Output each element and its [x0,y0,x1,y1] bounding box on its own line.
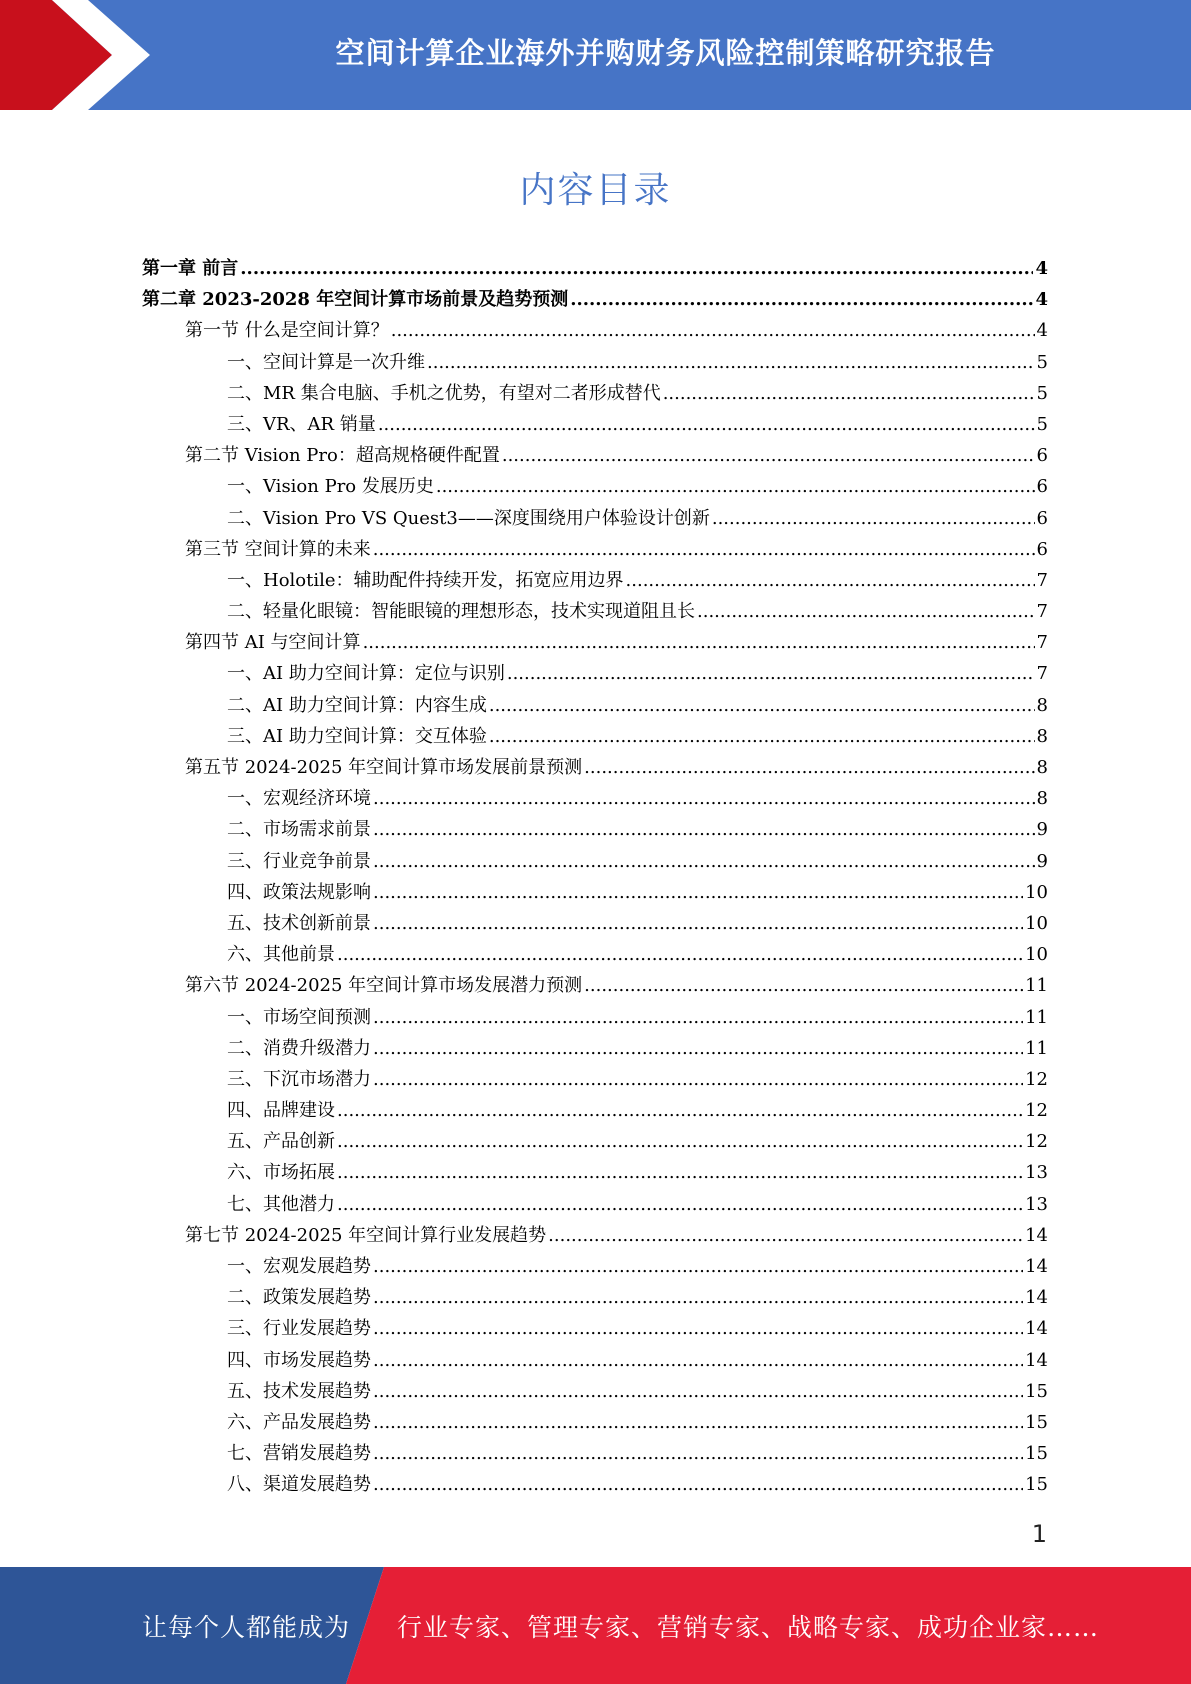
toc-entry[interactable] [142,1345,1048,1376]
toc-entry-page: 8 [1036,788,1048,810]
toc-entry[interactable] [142,846,1048,877]
toc-entry[interactable] [142,908,1048,939]
toc-entry[interactable] [142,1064,1048,1095]
toc-dot-leader [373,1376,1023,1407]
toc-dot-leader [337,1095,1023,1126]
toc-entry[interactable] [142,627,1048,658]
toc-dot-leader [489,690,1035,721]
toc-dot-leader [436,471,1035,502]
toc-entry-title: 二、轻量化眼镜：智能眼镜的理想形态，技术实现道阻且长 [227,601,695,623]
toc-dot-leader [337,1157,1023,1188]
toc-entry[interactable] [142,1376,1048,1407]
toc-dot-leader [427,347,1035,378]
toc-entry-title: 一、Vision Pro 发展历史 [227,476,434,498]
toc-dot-leader [584,970,1023,1001]
toc-entry-page: 15 [1025,1380,1048,1402]
toc-entry-page: 5 [1036,351,1048,373]
toc-dot-leader [378,409,1035,440]
toc-entry[interactable] [142,565,1048,596]
toc-entry-title: 一、Holotile：辅助配件持续开发，拓宽应用边界 [227,569,624,591]
toc-dot-leader [373,846,1035,877]
toc-entry-page: 8 [1036,757,1048,778]
toc-entry-title: 三、AI 助力空间计算：交互体验 [227,725,487,747]
toc-dot-leader [626,565,1035,596]
toc-entry[interactable] [142,315,1048,346]
toc-entry-page: 6 [1036,445,1048,467]
toc-dot-leader [373,1313,1023,1344]
toc-entry-title: 二、市场需求前景 [227,819,371,841]
toc-dot-leader [489,721,1035,752]
toc-entry[interactable] [142,596,1048,627]
toc-entry-title: 一、空间计算是一次升维 [227,351,425,373]
toc-entry-title: 五、技术创新前景 [227,912,371,934]
toc-dot-leader [373,1002,1023,1033]
toc-entry-title: 二、Vision Pro VS Quest3——深度围绕用户体验设计创新 [227,507,710,529]
toc-entry-page: 12 [1025,1068,1048,1090]
toc-entry-title: 三、下沉市场潜力 [227,1068,371,1090]
toc-dot-leader [337,1189,1023,1220]
toc-entry[interactable] [142,1282,1048,1313]
toc-entry[interactable] [142,1002,1048,1033]
toc-dot-leader [373,908,1023,939]
toc-entry[interactable] [142,534,1048,565]
toc-entry-page: 8 [1036,694,1048,716]
toc-entry-title: 第一节 什么是空间计算？ [185,320,389,342]
toc-entry-page: 5 [1036,413,1048,435]
toc-entry[interactable] [142,284,1048,315]
toc-dot-leader [373,1345,1023,1376]
toc-dot-leader [373,1033,1023,1064]
toc-entry-title: 三、行业发展趋势 [227,1318,371,1340]
toc-entry-page: 10 [1025,912,1048,934]
toc-entry-title: 四、市场发展趋势 [227,1349,371,1371]
toc-dot-leader [363,627,1035,658]
toc-entry[interactable] [142,347,1048,378]
table-of-contents [142,253,1048,1501]
toc-entry[interactable] [142,440,1048,471]
toc-entry-page: 7 [1036,569,1048,591]
toc-entry-page: 15 [1025,1411,1048,1433]
report-title: 空间计算企业海外并购财务风险控制策略研究报告 [335,35,996,70]
toc-dot-leader [570,284,1033,315]
toc-entry-title: 二、AI 助力空间计算：内容生成 [227,694,487,716]
toc-entry[interactable] [142,1251,1048,1282]
toc-entry-page: 11 [1025,1006,1048,1028]
toc-entry[interactable] [142,1313,1048,1344]
toc-entry[interactable] [142,471,1048,502]
toc-heading: 内容目录 [519,170,672,211]
toc-dot-leader [391,315,1035,346]
toc-dot-leader [584,752,1034,783]
toc-dot-leader [548,1220,1023,1251]
toc-entry-title: 第二节 Vision Pro：超高规格硬件配置 [185,445,500,467]
toc-entry-page: 4 [1035,289,1048,311]
toc-entry-title: 五、产品创新 [227,1131,335,1153]
toc-entry-title: 四、政策法规影响 [227,881,371,903]
toc-entry[interactable] [142,378,1048,409]
toc-dot-leader [373,877,1023,908]
toc-entry-title: 六、其他前景 [227,944,335,966]
toc-dot-leader [502,440,1035,471]
toc-entry[interactable] [142,877,1048,908]
toc-entry-title: 七、营销发展趋势 [227,1443,371,1465]
toc-entry-page: 4 [1036,320,1048,342]
toc-entry[interactable] [142,1126,1048,1157]
toc-entry-title: 二、政策发展趋势 [227,1287,371,1309]
toc-entry-title: 三、VR、AR 销量 [227,413,376,435]
toc-entry-title: 第四节 AI 与空间计算 [185,632,361,654]
toc-entry-page: 10 [1025,881,1048,903]
toc-entry-title: 第五节 2024-2025 年空间计算市场发展前景预测 [185,757,583,778]
toc-entry[interactable] [142,690,1048,721]
toc-entry-title: 第一章 前言 [142,258,239,279]
toc-entry[interactable] [142,1407,1048,1438]
toc-dot-leader [663,378,1035,409]
toc-entry-title: 五、技术发展趋势 [227,1380,371,1402]
page-number: 1 [1031,1520,1047,1548]
toc-entry-page: 5 [1036,382,1048,404]
toc-entry[interactable] [142,1220,1048,1251]
toc-entry-page: 14 [1025,1318,1048,1340]
toc-entry-page: 4 [1035,258,1048,279]
toc-dot-leader [373,1251,1023,1282]
toc-entry-page: 11 [1025,975,1048,997]
toc-entry-title: 四、品牌建设 [227,1100,335,1122]
toc-entry[interactable] [142,752,1048,783]
toc-dot-leader [697,596,1035,627]
footer-banner [0,1567,1191,1684]
toc-entry-page: 10 [1025,944,1048,966]
toc-entry-page: 7 [1036,601,1048,623]
toc-entry-title: 六、产品发展趋势 [227,1411,371,1433]
toc-entry-title: 一、宏观发展趋势 [227,1256,371,1277]
toc-entry-title: 第三节 空间计算的未来 [185,538,371,560]
toc-entry-page: 14 [1025,1224,1048,1246]
toc-entry[interactable] [142,783,1048,814]
toc-entry-page: 13 [1025,1162,1048,1184]
toc-entry[interactable] [142,1438,1048,1469]
toc-entry[interactable] [142,1095,1048,1126]
toc-dot-leader [373,814,1035,845]
toc-entry[interactable] [142,1157,1048,1188]
toc-entry[interactable] [142,721,1048,752]
toc-entry[interactable] [142,409,1048,440]
footer-slogan-left: 让每个人都能成为 [142,1612,351,1642]
toc-entry[interactable] [142,658,1048,689]
toc-dot-leader [337,1126,1023,1157]
toc-entry-title: 一、AI 助力空间计算：定位与识别 [227,663,505,685]
toc-entry[interactable] [142,1033,1048,1064]
toc-entry-page: 11 [1025,1037,1048,1059]
toc-dot-leader [373,1407,1023,1438]
toc-entry-page: 6 [1036,507,1048,529]
toc-dot-leader [507,658,1035,689]
toc-entry-title: 二、消费升级潜力 [227,1037,371,1059]
toc-entry[interactable] [142,1469,1048,1500]
toc-entry-title: 二、MR 集合电脑、手机之优势，有望对二者形成替代 [227,382,661,404]
toc-dot-leader [373,1438,1023,1469]
toc-entry-page: 15 [1025,1443,1048,1465]
toc-entry[interactable] [142,1189,1048,1220]
toc-entry-title: 第二章 2023-2028 年空间计算市场前景及趋势预测 [142,289,569,311]
toc-entry[interactable] [142,939,1048,970]
toc-entry-title: 六、市场拓展 [227,1162,335,1184]
toc-dot-leader [373,1282,1023,1313]
toc-entry[interactable] [142,814,1048,845]
toc-dot-leader [373,534,1035,565]
toc-entry-page: 14 [1025,1349,1048,1371]
toc-entry-page: 6 [1036,476,1048,498]
header-banner [0,0,1191,110]
footer-slogan-right: 行业专家、管理专家、营销专家、战略专家、成功企业家…… [397,1612,1100,1642]
toc-dot-leader [240,253,1033,284]
toc-entry[interactable] [142,253,1048,284]
toc-entry[interactable] [142,970,1048,1001]
toc-entry-title: 第七节 2024-2025 年空间计算行业发展趋势 [185,1224,547,1246]
toc-entry-title: 一、市场空间预测 [227,1006,371,1028]
toc-entry-page: 8 [1036,725,1048,747]
toc-entry-page: 7 [1036,663,1048,685]
toc-entry-title: 八、渠道发展趋势 [227,1474,371,1496]
toc-entry-title: 七、其他潜力 [227,1193,335,1215]
toc-dot-leader [373,1064,1023,1095]
toc-entry-title: 一、宏观经济环境 [227,788,371,810]
toc-entry-page: 14 [1025,1256,1048,1277]
toc-entry-page: 9 [1036,850,1048,872]
toc-entry-page: 12 [1025,1131,1048,1153]
toc-entry-title: 第六节 2024-2025 年空间计算市场发展潜力预测 [185,975,583,997]
toc-entry[interactable] [142,503,1048,534]
toc-entry-page: 15 [1025,1474,1048,1496]
toc-dot-leader [373,783,1035,814]
toc-dot-leader [373,1469,1023,1500]
toc-entry-page: 14 [1025,1287,1048,1309]
toc-entry-page: 13 [1025,1193,1048,1215]
toc-entry-page: 6 [1036,538,1048,560]
toc-dot-leader [712,503,1035,534]
toc-dot-leader [337,939,1023,970]
toc-entry-page: 9 [1036,819,1048,841]
toc-entry-page: 12 [1025,1100,1048,1122]
toc-entry-page: 7 [1036,632,1048,654]
toc-entry-title: 三、行业竞争前景 [227,850,371,872]
